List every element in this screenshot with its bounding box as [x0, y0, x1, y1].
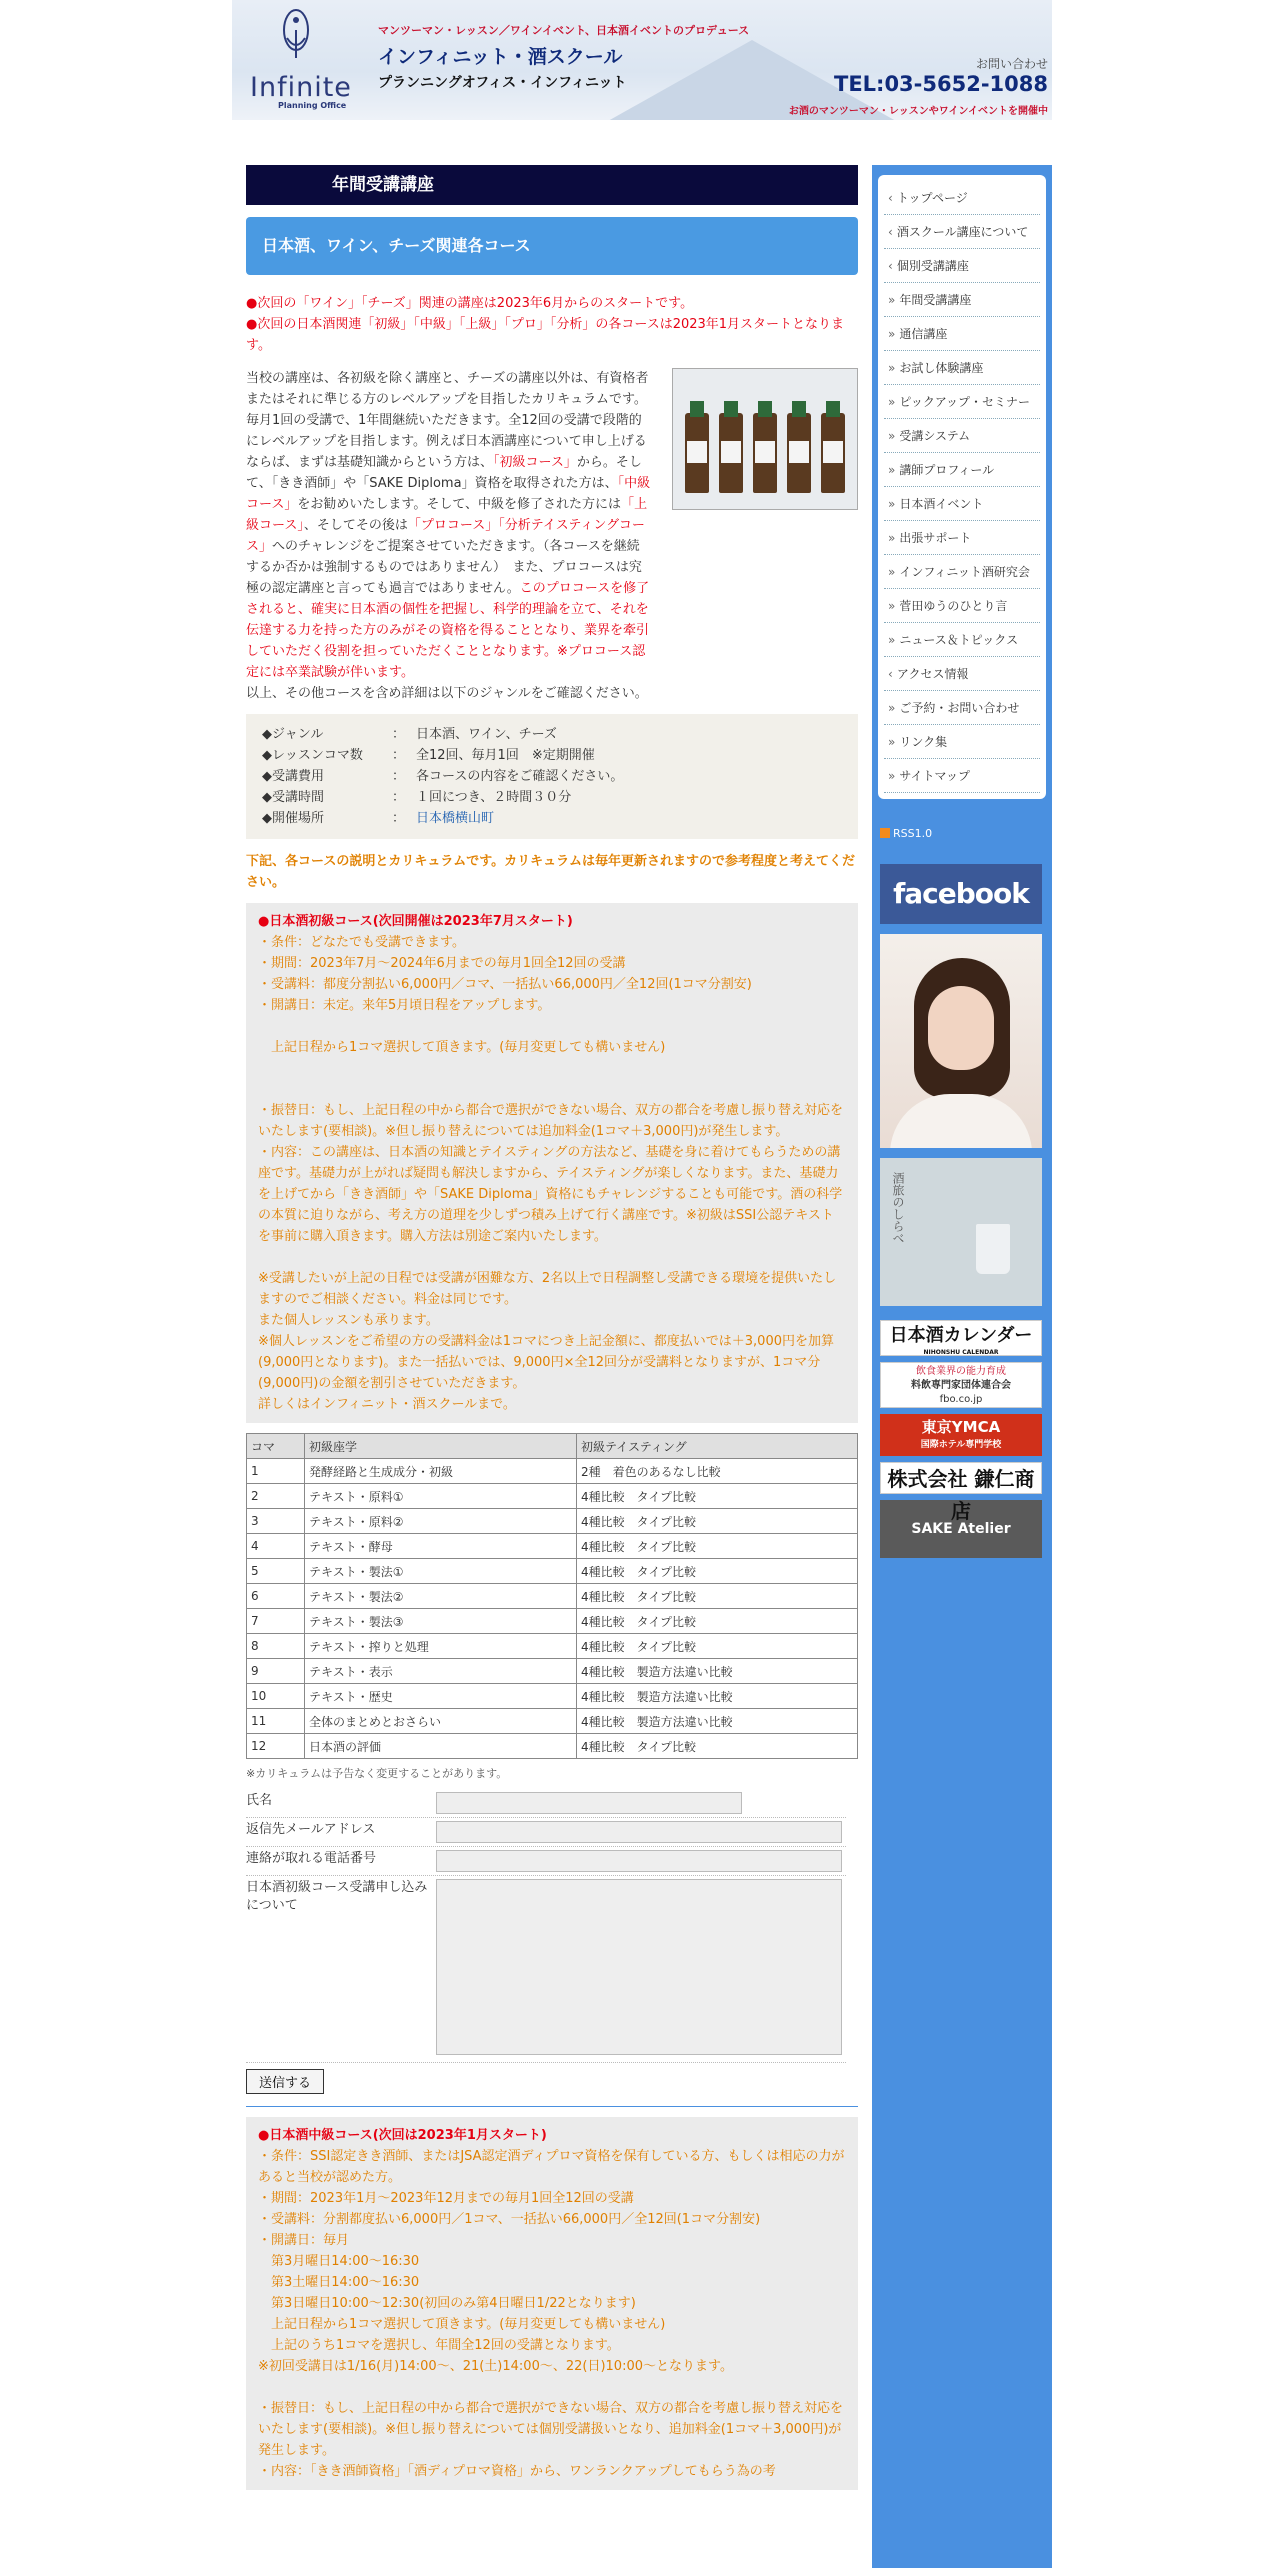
form-row: [246, 1876, 846, 2063]
double-chevron-icon: »: [888, 293, 896, 307]
office-name: プランニングオフィス・インフィニット: [378, 75, 627, 91]
sidebar-nav-item[interactable]: [884, 351, 1040, 385]
arrow-left-icon: ‹: [888, 667, 893, 681]
beginner-course-box: [246, 903, 858, 1423]
sidebar-nav-item[interactable]: [884, 623, 1040, 657]
table-cell: 4種比較 タイプ比較: [577, 1509, 858, 1534]
course-detail-line: [258, 1247, 846, 1268]
course-detail-line: [258, 1058, 846, 1079]
course-detail-line: ・条件：どなたでも受講できます。: [258, 935, 465, 950]
info-row: [262, 808, 842, 829]
sidebar-nav-label: 個別受講講座: [896, 259, 969, 273]
name-input[interactable]: [436, 1792, 742, 1814]
site-header: [232, 0, 1052, 120]
rss-label: RSS1.0: [893, 827, 933, 840]
info-key: ◆受講時間: [262, 790, 324, 805]
double-chevron-icon: »: [888, 395, 896, 409]
header-note: お酒のマンツーマン・レッスンやワインイベントを開催中: [788, 106, 1048, 117]
sidebar-nav-item[interactable]: [884, 385, 1040, 419]
ymca-subtitle: 国際ホテル専門学校: [920, 1440, 1002, 1450]
sidebar-nav-item[interactable]: [884, 181, 1040, 215]
table-row: [247, 1509, 858, 1534]
section-title: 年間受講講座: [246, 165, 858, 205]
sidebar-nav-label: お試し体験講座: [899, 361, 984, 375]
sake-atelier-banner[interactable]: SAKE Atelier: [880, 1500, 1042, 1558]
name-label: 氏名: [246, 1793, 273, 1808]
phone-number[interactable]: TEL:03-5652-1088: [834, 72, 1048, 96]
table-cell: 2種 着色のあるなし比較: [577, 1459, 858, 1484]
message-textarea[interactable]: [436, 1879, 842, 2055]
column-header: 初級テイスティング: [577, 1434, 858, 1459]
sidebar-nav-label: 酒スクール講座について: [896, 225, 1029, 239]
double-chevron-icon: »: [888, 599, 896, 613]
intro-highlight: 「プロコース」「分析テイスティングコース」: [246, 518, 645, 554]
intro-text-part: 以上、その他コースを含め詳細は以下のジャンルをご確認ください。: [246, 686, 648, 701]
table-cell: 4種比較 タイプ比較: [577, 1534, 858, 1559]
course-detail-line: また個人レッスンも承ります。: [258, 1313, 439, 1328]
double-chevron-icon: »: [888, 327, 896, 341]
course-detail-line: ・受講料：都度分割払い6,000円／コマ、一括払い66,000円／全12回(1コマ分割安): [258, 977, 752, 992]
calendar-subtitle: NIHONSHU CALENDAR: [923, 1349, 999, 1356]
table-cell: 4種比較 タイプ比較: [577, 1484, 858, 1509]
course-detail-line: 上記日程から1コマ選択して頂きます。(毎月変更しても構いません): [258, 2317, 666, 2332]
intro-text-part: をお勧めいたします。そして、中級を修了された方には: [297, 497, 622, 512]
table-cell: 2: [247, 1484, 305, 1509]
sidebar-nav-item[interactable]: [884, 521, 1040, 555]
curriculum-table: [246, 1433, 858, 1759]
table-cell: テキスト・酵母: [305, 1534, 577, 1559]
table-row: [247, 1484, 858, 1509]
message-label: 日本酒初級コース受講申し込みについて: [246, 1880, 428, 1913]
form-row: [246, 1847, 846, 1876]
sidebar-nav-item[interactable]: [884, 317, 1040, 351]
table-cell: 4種比較 タイプ比較: [577, 1609, 858, 1634]
table-cell: 4種比較 タイプ比較: [577, 1584, 858, 1609]
course-detail-line: ・受講料：分割都度払い6,000円／1コマ、一括払い66,000円／全12回(1コマ分割安): [258, 2212, 761, 2227]
course-detail-line: ・期間：2023年1月〜2023年12月までの毎月1回全12回の受講: [258, 2191, 634, 2206]
table-cell: テキスト・製法②: [305, 1584, 577, 1609]
table-cell: テキスト・歴史: [305, 1684, 577, 1709]
course-detail-line: [258, 1016, 846, 1037]
intro-highlight: 「上級コース」: [246, 497, 648, 533]
table-cell: 1: [247, 1459, 305, 1484]
table-row: [247, 1609, 858, 1634]
course-info-box: [246, 714, 858, 839]
intermediate-course-box: [246, 2117, 858, 2490]
table-cell: 全体のまとめとおさらい: [305, 1709, 577, 1734]
table-row: [247, 1659, 858, 1684]
sidebar-nav-item[interactable]: [884, 657, 1040, 691]
info-row: [262, 787, 842, 808]
table-cell: 12: [247, 1734, 305, 1759]
intro-highlight: このプロコースを修了されると、確実に日本酒の個性を把握し、科学的理論を立て、それを伝達する力を持った方のみがその資格を得ることとなり、業界を牽引していただく役割を担っていただくこととなります。※プロコース認定には卒業試験が伴います。: [246, 581, 650, 680]
table-cell: 4種比較 タイプ比較: [577, 1634, 858, 1659]
nihonshu-calendar-banner[interactable]: [880, 1320, 1042, 1356]
rss-link[interactable]: [880, 827, 1052, 840]
info-colon: ：: [392, 748, 406, 763]
table-cell: テキスト・原料①: [305, 1484, 577, 1509]
info-colon: ：: [392, 790, 406, 805]
announcement-notes: [246, 293, 858, 356]
page-wrapper: [232, 0, 1052, 2479]
book-title: 酒旅のしらべ: [891, 1172, 905, 1244]
intro-section: [246, 368, 858, 704]
main-content: [246, 165, 858, 2490]
sidebar-nav-label: トップページ: [896, 191, 968, 205]
sidebar-nav-item[interactable]: [884, 759, 1040, 793]
arrow-left-icon: ‹: [888, 191, 893, 205]
announcement-line: ●次回の日本酒関連「初級」「中級」「上級」「プロ」「分析」の各コースは2023年1月スタートとなります。: [246, 317, 845, 353]
sidebar-nav: [878, 175, 1046, 799]
intro-text-part: 、そしてその後は: [303, 518, 408, 533]
sidebar-nav-item[interactable]: [884, 725, 1040, 759]
sidebar-nav-label: ご予約・お問い合わせ: [899, 701, 1020, 715]
table-header-row: [247, 1434, 858, 1459]
phone-input[interactable]: [436, 1850, 842, 1872]
arrow-left-icon: ‹: [888, 225, 893, 239]
course-detail-line: ・内容：この講座は、日本酒の知識とテイスティングの方法など、基礎を身に着けてもらうための講座です。基礎力が上がれば疑問も解決しますから、テイスティングが楽しくなります。また、基礎力を上げてから「きき酒師」や「SAKE Diploma」資格にもチャレンジすることも可能です。酒の科学の本質に迫りながら、考え方の道理を少しずつ積み上げて行く講座です。※初級はSSI公認テキストを事前に購入頂きます。購入方法は別途ご案内いたします。: [258, 1145, 843, 1244]
table-cell: テキスト・製法①: [305, 1559, 577, 1584]
intro-highlight: 「初級コース」: [493, 455, 577, 470]
sidebar-nav-label: ニュース＆トピックス: [899, 633, 1019, 647]
info-row: [262, 724, 842, 745]
course-detail-line: ・期間：2023年7月〜2024年6月までの毎月1回全12回の受講: [258, 956, 626, 971]
double-chevron-icon: »: [888, 463, 896, 477]
table-cell: 10: [247, 1684, 305, 1709]
course-detail-line: ・振替日：もし、上記日程の中から都合で選択ができない場合、双方の都合を考慮し振り替え対応をいたします(要相談)。※但し振り替えについては個別受講扱いとなり、追加料金(1コマ＋3,000円)が発生します。: [258, 2401, 844, 2458]
sidebar-nav-item[interactable]: [884, 555, 1040, 589]
sub-title: 日本酒、ワイン、チーズ関連各コース: [246, 217, 858, 275]
table-cell: 11: [247, 1709, 305, 1734]
info-value: 各コースの内容をご確認ください。: [416, 769, 624, 784]
section-divider: [246, 2106, 858, 2107]
sake-bottles-photo: [672, 368, 858, 510]
table-cell: 発酵経路と生成成分・初級: [305, 1459, 577, 1484]
course-detail-line: 第3土曜日14:00～16:30: [258, 2275, 420, 2290]
double-chevron-icon: »: [888, 769, 896, 783]
curriculum-note: 下記、各コースの説明とカリキュラムです。カリキュラムは毎年更新されますので参考程度と考えてください。: [246, 854, 856, 890]
header-tagline: マンツーマン・レッスン／ワインイベント、日本酒イベントのプロデュース: [378, 24, 750, 37]
info-colon: ：: [392, 727, 406, 742]
table-cell: 7: [247, 1609, 305, 1634]
table-cell: 9: [247, 1659, 305, 1684]
sidebar-nav-label: 受講システム: [899, 429, 971, 443]
course-detail-line: ・開講日：未定。来年5月頃日程をアップします。: [258, 998, 551, 1013]
course-detail-line: ・開講日：毎月: [258, 2233, 350, 2248]
intro-text-part: から。そして、「きき酒師」や「SAKE Diploma」資格を取得された方は、: [246, 455, 642, 491]
double-chevron-icon: »: [888, 701, 896, 715]
sidebar-nav-label: ピックアップ・セミナー: [899, 395, 1031, 409]
course-detail-line: [258, 1079, 846, 1100]
table-cell: 5: [247, 1559, 305, 1584]
calendar-title: 日本酒カレンダー: [889, 1325, 1033, 1346]
course-detail-line: ・内容：「きき酒師資格」「酒ディプロマ資格」から、ワンランクアップしてもらう為の考: [258, 2464, 776, 2479]
table-cell: 4種比較 製造方法違い比較: [577, 1709, 858, 1734]
submit-button[interactable]: 送信する: [246, 2069, 324, 2094]
table-cell: テキスト・表示: [305, 1659, 577, 1684]
sidebar: [872, 165, 1052, 2568]
table-cell: 8: [247, 1634, 305, 1659]
sidebar-nav-item[interactable]: [884, 215, 1040, 249]
intro-text-part: 当校の講座は、各初級を除く講座と、チーズの講座以外は、有資格者またはそれに準じる方のレベルアップを目指したカリキュラムです。毎月1回の受講で、1年間継続いただきます。全12回の受講で段階的にレベルアップを目指します。例えば日本酒講座について申し上げるならば、まずは基礎知識からという方は、: [246, 371, 649, 470]
book-banner[interactable]: [880, 1158, 1042, 1306]
info-key: ◆開催場所: [262, 811, 324, 826]
table-cell: 3: [247, 1509, 305, 1534]
double-chevron-icon: »: [888, 531, 896, 545]
sidebar-nav-label: サイトマップ: [899, 769, 971, 783]
table-cell: 6: [247, 1584, 305, 1609]
logo-subtitle: Planning Office: [278, 101, 347, 110]
sidebar-nav-item[interactable]: [884, 419, 1040, 453]
phone-label: 連絡が取れる電話番号: [246, 1851, 377, 1866]
sidebar-nav-label: 菅田ゆうのひとり言: [899, 599, 1008, 613]
table-cell: 日本酒の評価: [305, 1734, 577, 1759]
info-colon: ：: [392, 811, 406, 826]
rss-icon: [880, 828, 890, 838]
fbo-line: fbo.co.jp: [939, 1394, 983, 1405]
course-detail-line: 第3月曜日14:00～16:30: [258, 2254, 420, 2269]
course-detail-line: 第3日曜日10:00～12:30(初回のみ第4日曜日1/22となります): [258, 2296, 636, 2311]
double-chevron-icon: »: [888, 633, 896, 647]
info-value: １回につき、２時間３０分: [416, 790, 572, 805]
sidebar-nav-label: 年間受講講座: [899, 293, 972, 307]
column-header: コマ: [247, 1434, 305, 1459]
table-row: [247, 1559, 858, 1584]
sidebar-nav-item[interactable]: [884, 691, 1040, 725]
double-chevron-icon: »: [888, 565, 896, 579]
announcement-line: ●次回の「ワイン」「チーズ」関連の講座は2023年6月からのスタートです。: [246, 296, 694, 311]
intro-highlight: 「中級コース」: [246, 476, 651, 512]
sidebar-nav-item[interactable]: [884, 487, 1040, 521]
facebook-banner[interactable]: facebook: [880, 864, 1042, 924]
application-form: [246, 1789, 846, 2094]
course-detail-line: ・条件：SSI認定きき酒師、またはJSA認定酒ディプロマ資格を保有している方、もしくは相応の力があると当校が認めた方。: [258, 2149, 845, 2185]
course-detail-line: ※初回受講日は1/16(月)14:00～、21(土)14:00～、22(日)10:00～となります。: [258, 2359, 733, 2374]
sidebar-nav-item[interactable]: [884, 589, 1040, 623]
table-cell: テキスト・原料②: [305, 1509, 577, 1534]
ymca-title: 東京YMCA: [921, 1418, 1001, 1436]
ymca-banner[interactable]: [880, 1414, 1042, 1456]
contact-label: お問い合わせ: [975, 57, 1048, 71]
instructor-portrait[interactable]: [880, 934, 1042, 1148]
info-value: 日本酒、ワイン、チーズ: [416, 727, 557, 742]
fbo-line: 料飲専門家団体連合会: [911, 1380, 1011, 1391]
curriculum-disclaimer: ※カリキュラムは予告なく変更することがあります。: [246, 1767, 508, 1780]
sidebar-nav-item[interactable]: [884, 283, 1040, 317]
sake-cup-graphic: [976, 1224, 1010, 1274]
course-detail-line: ※受講したいが上記の日程では受講が困難な方、2名以上で日程調整し受講できる環境を提供いたしますのでご相談ください。料金は同じです。: [258, 1271, 837, 1307]
info-key: ◆レッスンコマ数: [262, 748, 363, 763]
course-detail-line: 上記日程から1コマ選択して頂きます。(毎月変更しても構いません): [258, 1040, 666, 1055]
arrow-left-icon: ‹: [888, 259, 893, 273]
email-input[interactable]: [436, 1821, 842, 1843]
form-row: [246, 1818, 846, 1847]
fbo-banner[interactable]: [880, 1362, 1042, 1408]
sidebar-nav-label: アクセス情報: [896, 667, 969, 681]
table-cell: 4種比較 タイプ比較: [577, 1559, 858, 1584]
sidebar-nav-item[interactable]: [884, 453, 1040, 487]
course-detail-line: 上記のうち1コマを選択し、年間全12回の受講となります。: [258, 2338, 620, 2353]
infinite-logo-icon[interactable]: [277, 8, 315, 66]
table-cell: 4種比較 タイプ比較: [577, 1734, 858, 1759]
table-row: [247, 1584, 858, 1609]
fbo-line: 飲食業界の能力育成: [916, 1366, 1006, 1377]
info-row: [262, 766, 842, 787]
table-row: [247, 1534, 858, 1559]
sidebar-nav-label: 日本酒イベント: [899, 497, 984, 511]
kamanin-banner[interactable]: 株式会社 鎌仁商: [880, 1462, 1042, 1494]
table-cell: テキスト・製法③: [305, 1609, 577, 1634]
school-name: インフィニット・酒スクール: [378, 46, 623, 68]
email-label: 返信先メールアドレス: [246, 1822, 376, 1837]
sidebar-nav-label: 通信講座: [899, 327, 948, 341]
course-detail-line: ※個人レッスンをご希望の方の受講料金は1コマにつき上記金額に、都度払いでは＋3,000円を加算(9,000円となります)。また一括払いでは、9,000円×全12回分が受講料となりますが、1コマ分(9,000円)の金額を割引させていただきます。: [258, 1334, 834, 1391]
info-key: ◆受講費用: [262, 769, 324, 784]
info-key: ◆ジャンル: [262, 727, 324, 742]
info-colon: ：: [392, 769, 406, 784]
table-row: [247, 1709, 858, 1734]
course-detail-line: ・振替日：もし、上記日程の中から都合で選択ができない場合、双方の都合を考慮し振り替え対応をいたします(要相談)。※但し振り替えについては追加料金(1コマ＋3,000円)が発生します。: [258, 1103, 844, 1139]
double-chevron-icon: »: [888, 361, 896, 375]
intro-text: [246, 368, 651, 704]
table-row: [247, 1734, 858, 1759]
table-cell: 4種比較 製造方法違い比較: [577, 1684, 858, 1709]
course-title: ●日本酒中級コース(次回は2023年1月スタート): [258, 2128, 547, 2143]
table-row: [247, 1684, 858, 1709]
table-row: [247, 1459, 858, 1484]
sidebar-nav-label: 講師プロフィール: [899, 463, 995, 477]
table-row: [247, 1634, 858, 1659]
table-cell: 4: [247, 1534, 305, 1559]
course-detail-line: 詳しくはインフィニット・酒スクールまで。: [258, 1397, 516, 1412]
sidebar-nav-label: リンク集: [899, 735, 948, 749]
course-detail-line: [258, 2377, 846, 2398]
intro-text-part: へのチャレンジをご提案させていただきます。（各コースを継続するか否かは強制するものではありません） また、プロコースは究極の認定講座と言っても過言ではありません。: [246, 539, 642, 596]
table-cell: テキスト・搾りと処理: [305, 1634, 577, 1659]
sidebar-nav-label: インフィニット酒研究会: [899, 565, 1030, 579]
info-value: 全12回、毎月1回 ※定期開催: [416, 748, 595, 763]
course-title: ●日本酒初級コース(次回開催は2023年7月スタート): [258, 914, 573, 929]
column-header: 初級座学: [305, 1434, 577, 1459]
info-row: [262, 745, 842, 766]
location-link[interactable]: 日本橋横山町: [416, 811, 495, 826]
form-row: [246, 1789, 846, 1818]
double-chevron-icon: »: [888, 735, 896, 749]
sidebar-nav-item[interactable]: [884, 249, 1040, 283]
double-chevron-icon: »: [888, 429, 896, 443]
sidebar-nav-label: 出張サポート: [899, 531, 972, 545]
double-chevron-icon: »: [888, 497, 896, 511]
table-cell: 4種比較 製造方法違い比較: [577, 1659, 858, 1684]
logo-wordmark[interactable]: Infinite: [250, 72, 352, 103]
